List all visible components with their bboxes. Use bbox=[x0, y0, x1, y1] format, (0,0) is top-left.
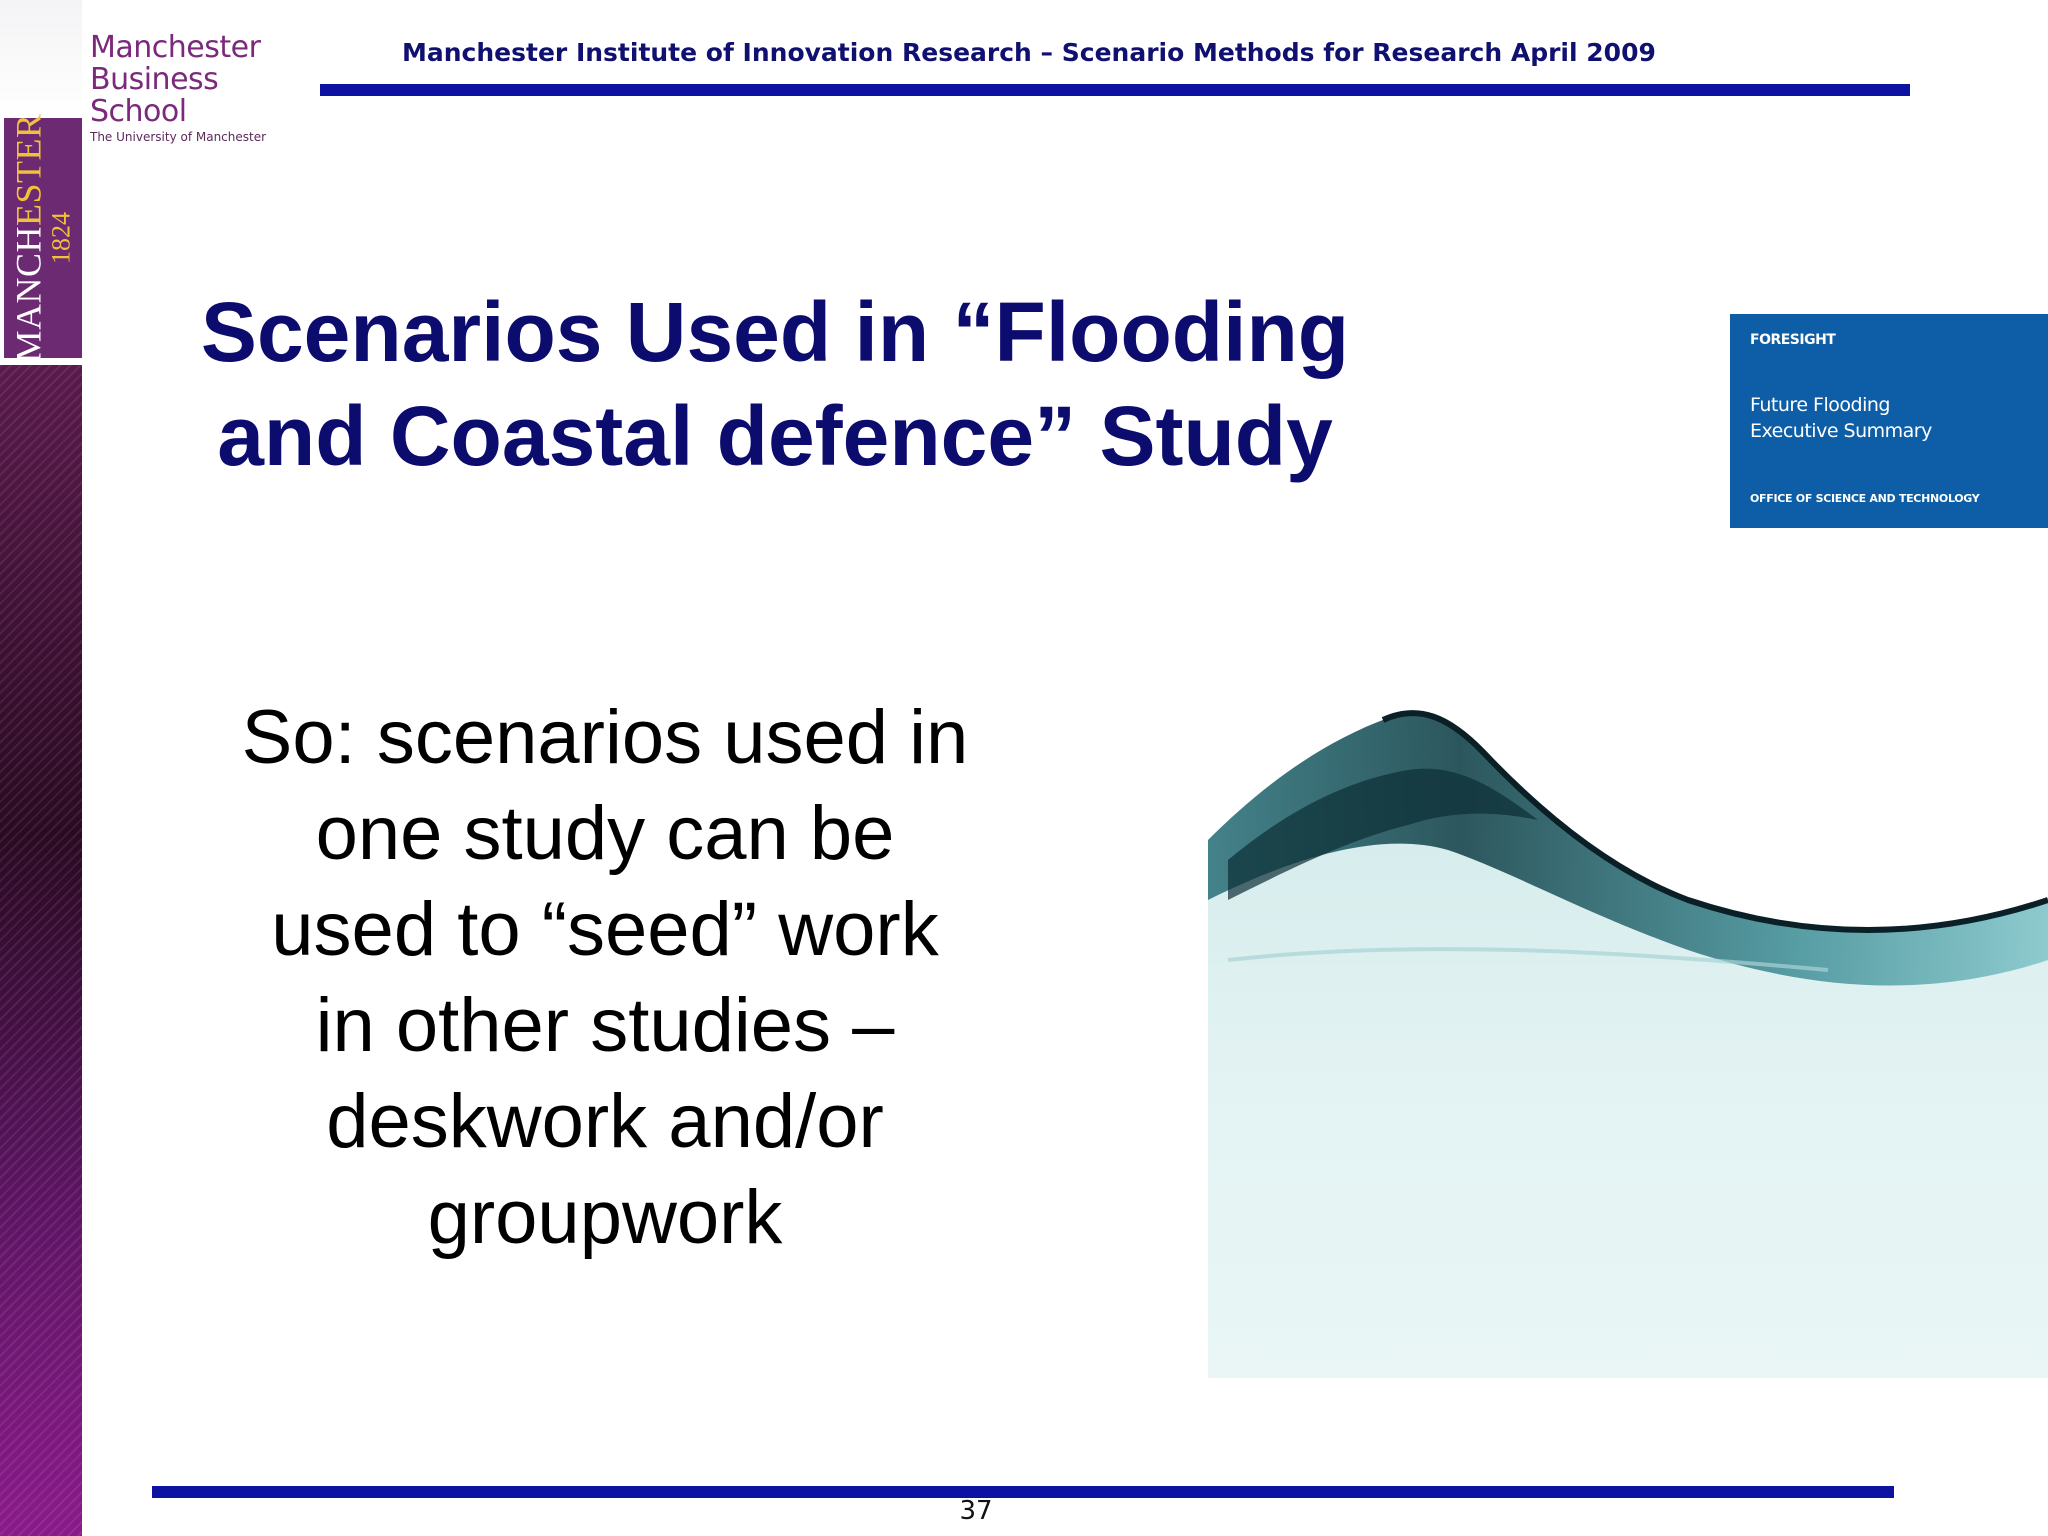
header-title: Manchester Institute of Innovation Research – Scenario Methods for Research April 2009 bbox=[402, 38, 1656, 67]
university-crest bbox=[4, 113, 82, 363]
footer-divider bbox=[152, 1486, 1894, 1498]
body-line: So: scenarios used in bbox=[241, 695, 969, 780]
slide-title bbox=[110, 280, 1440, 488]
body-line: in other studies – bbox=[315, 983, 895, 1068]
body-line: deskwork and/or bbox=[326, 1079, 884, 1164]
body-line: used to “seed” work bbox=[271, 887, 939, 972]
report-title: Future Flooding Executive Summary bbox=[1750, 394, 1932, 442]
body-line: one study can be bbox=[315, 791, 895, 876]
logo-subline: The University of Manchester bbox=[90, 130, 267, 144]
left-decorative-stripe bbox=[0, 365, 82, 1536]
report-cover-image bbox=[1730, 314, 2048, 528]
header-divider bbox=[320, 84, 1910, 96]
crest-wordmark: MANCHESTER bbox=[9, 113, 49, 363]
logo-line-1: Manchester bbox=[90, 30, 261, 65]
report-top-label: FORESIGHT bbox=[1750, 332, 1836, 348]
logo-line-2: Business School bbox=[90, 62, 219, 129]
title-line-2: and Coastal defence” Study bbox=[217, 389, 1333, 483]
body-line: groupwork bbox=[427, 1175, 783, 1260]
title-line-1: Scenarios Used in “Flooding bbox=[200, 285, 1350, 379]
report-bottom-label: OFFICE OF SCIENCE AND TECHNOLOGY bbox=[1750, 492, 1980, 505]
crest-year: 1824 bbox=[47, 212, 76, 264]
body-text bbox=[180, 690, 1030, 1266]
water-wave-image bbox=[1208, 700, 2048, 1378]
page-number: 37 bbox=[959, 1496, 993, 1526]
business-school-logo bbox=[90, 32, 320, 144]
left-bar-top bbox=[0, 0, 82, 118]
